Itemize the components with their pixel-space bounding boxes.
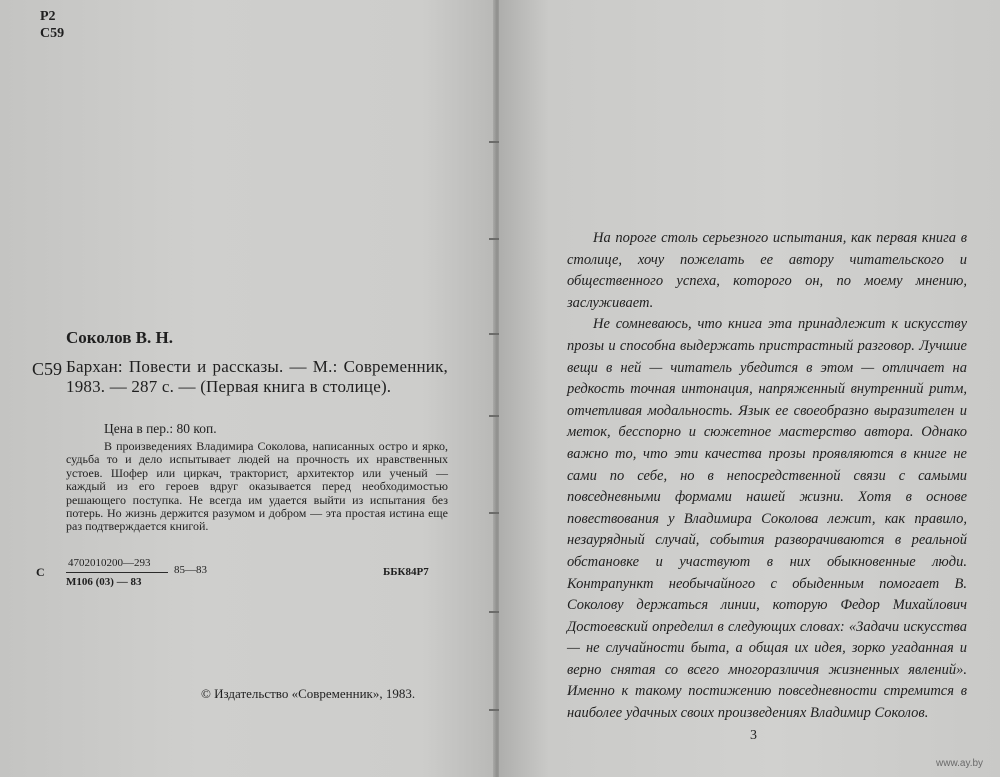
catalog-code: С59	[32, 359, 63, 379]
index-top: 4702010200—293	[68, 557, 151, 569]
annotation: В произведениях Владимира Соколова, написанных остро и ярко, судьба то и дело испытывает людей на прочность их нравственных устоев. Шофер или циркач, тракторист, архитектор или ученый — каждый из его героев вдруг оказывается перед необходимостью решающего поступка. Не всегда им удается выйти из испытания без потерь. Но жизнь держится разумом и добром — эта простая истина еще раз подтверждается книгой.	[66, 439, 448, 534]
index-letter: С	[36, 565, 45, 579]
watermark: www.ay.by	[936, 758, 984, 769]
bbk-code: ББК84Р7	[383, 566, 429, 578]
index-bottom: М106 (03) — 83	[66, 576, 142, 588]
price: Цена в пер.: 80 коп.	[104, 421, 217, 436]
catalog-entry: Бархан: Повести и рассказы. — М.: Современник, 1983. — 287 с. — (Первая книга в столице).	[66, 357, 448, 396]
library-code-line1: Р2	[40, 9, 56, 24]
index-right: 85—83	[174, 564, 207, 576]
catalog-author: Соколов В. Н.	[66, 328, 173, 347]
left-page	[0, 0, 497, 777]
library-code-line2: С59	[40, 26, 65, 41]
copyright: © Издательство «Современник», 1983.	[201, 686, 416, 701]
index-rule	[66, 572, 168, 573]
library-code	[40, 8, 64, 42]
page-number: 3	[750, 728, 757, 743]
foreword-text	[567, 228, 967, 725]
foreword-paragraph: На пороге столь серьезного испытания, как первая книга в столице, хочу пожелать ее автору читательского и общественного успеха, которого он, по моему мнению, заслуживает.	[567, 230, 967, 311]
foreword-paragraph: Не сомневаюсь, что книга эта принадлежит к искусству прозы и способна выдержать пристрастный разговор. Лучшие вещи в ней — читатель убедится в этом — отличает на редкость точная интонация, напряженный внутренний ритм, отчетливая модальность. Язык ее своеобразно выразителен и меток, бесспорно и сюжетное мастерство автора. Однако важно то, что эти качества прозы проявляются в книге не сами по себе, но в непосредственной связи с самыми повседневными формами нашей жизни. Хотя в основе повествования у Владимира Соколова лежит, как правило, незаурядный случай, события разворачиваются в реальной обстановке и участвуют в них обыкновенные люди. Контрапункт необычайного с обыденным помогает В. Соколову держаться линии, которую Федор Михайлович Достоевский определил в следующих словах: «Задачи искусства — не случайности быта, а общая их идея, зорко угаданная и верно снятая со всего многоразличия жизненных явлений». Именно к такому постижению повседневности стремится в наиболее удачных своих произведениях Владимир Соколов.	[567, 316, 967, 722]
